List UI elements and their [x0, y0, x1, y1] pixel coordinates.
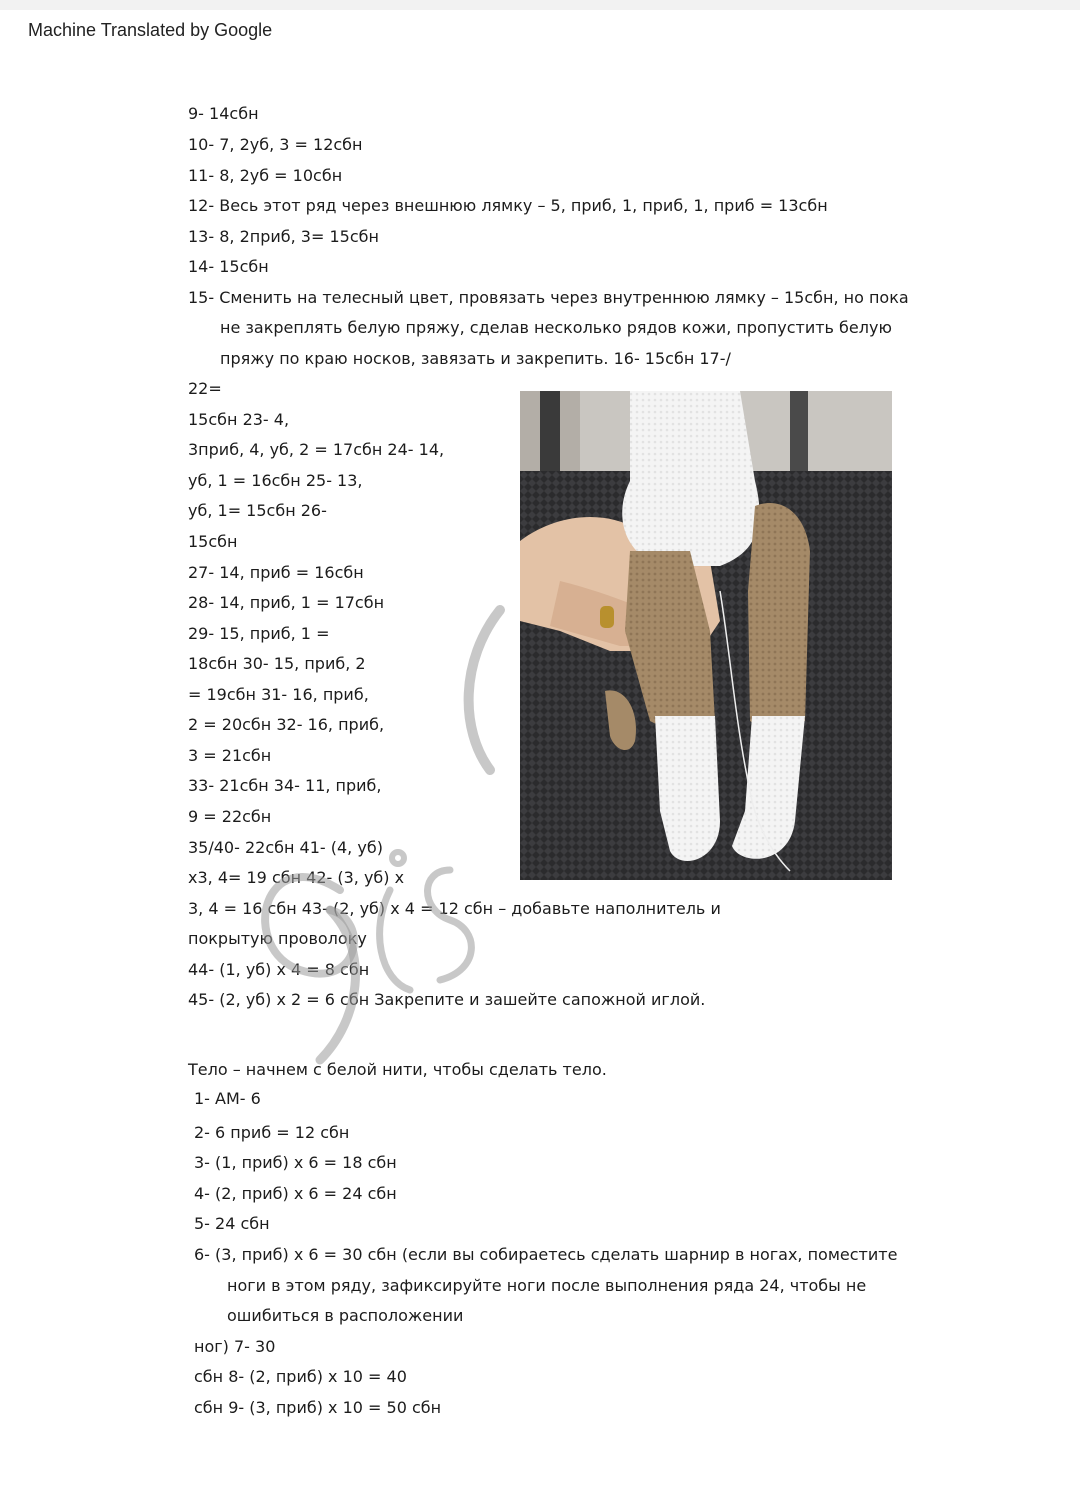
pattern-line: 1- AM- 6: [194, 1089, 261, 1108]
pattern-line: уб, 1 = 16сбн 25- 13,: [188, 471, 363, 490]
section-title: Тело – начнем с белой нити, чтобы сделать тело.: [188, 1060, 607, 1079]
pattern-line: 18сбн 30- 15, приб, 2: [188, 654, 366, 673]
pattern-line: ног) 7- 30: [194, 1337, 276, 1356]
doll-legs-photo-icon: [520, 391, 892, 880]
pattern-line: 35/40- 22сбн 41- (4, уб): [188, 838, 383, 857]
pattern-line: 15сбн 23- 4,: [188, 410, 290, 429]
pattern-line: 2- 6 приб = 12 сбн: [194, 1123, 350, 1142]
pattern-line: ошибиться в расположении: [227, 1306, 464, 1325]
pattern-line: 9- 14сбн: [188, 104, 259, 123]
pattern-line: x3, 4= 19 сбн 42- (3, уб) x: [188, 868, 405, 887]
pattern-line: ноги в этом ряду, зафиксируйте ноги после выполнения ряда 24, чтобы не: [227, 1276, 867, 1295]
crochet-doll-photo: [520, 391, 892, 880]
pattern-line: не закреплять белую пряжу, сделав несколько рядов кожи, пропустить белую: [220, 318, 892, 337]
pattern-line: 15сбн: [188, 532, 238, 551]
pattern-line: 5- 24 сбн: [194, 1214, 270, 1233]
pattern-line: сбн 9- (3, приб) x 10 = 50 сбн: [194, 1398, 442, 1417]
top-bar: [0, 0, 1080, 10]
pattern-line: 3 = 21сбн: [188, 746, 272, 765]
pattern-line: 4- (2, приб) x 6 = 24 сбн: [194, 1184, 397, 1203]
pattern-line: 14- 15сбн: [188, 257, 269, 276]
pattern-line: 9 = 22сбн: [188, 807, 272, 826]
pattern-line: 28- 14, приб, 1 = 17сбн: [188, 593, 385, 612]
pattern-line: 3- (1, приб) x 6 = 18 сбн: [194, 1153, 397, 1172]
pattern-line: 3приб, 4, уб, 2 = 17сбн 24- 14,: [188, 440, 445, 459]
pattern-line: уб, 1= 15сбн 26-: [188, 501, 327, 520]
pattern-line: 10- 7, 2уб, 3 = 12сбн: [188, 135, 363, 154]
pattern-line: 33- 21сбн 34- 11, приб,: [188, 776, 382, 795]
pattern-line: 13- 8, 2приб, 3= 15сбн: [188, 227, 379, 246]
pattern-line: сбн 8- (2, приб) x 10 = 40: [194, 1367, 407, 1386]
pattern-line: 12- Весь этот ряд через внешнюю лямку – 5, приб, 1, приб, 1, приб = 13сбн: [188, 196, 828, 215]
pattern-line: 22=: [188, 379, 222, 398]
pattern-line: 44- (1, уб) x 4 = 8 сбн: [188, 960, 370, 979]
pattern-line: 11- 8, 2уб = 10сбн: [188, 166, 343, 185]
pattern-line: 29- 15, приб, 1 =: [188, 624, 330, 643]
pattern-line: 3, 4 = 16 сбн 43- (2, уб) x 4 = 12 сбн – добавьте наполнитель и: [188, 899, 721, 918]
pattern-line: 2 = 20сбн 32- 16, приб,: [188, 715, 385, 734]
machine-translated-header: Machine Translated by Google: [28, 20, 273, 40]
pattern-line: = 19сбн 31- 16, приб,: [188, 685, 369, 704]
pattern-line: 45- (2, уб) x 2 = 6 сбн Закрепите и зашейте сапожной иглой.: [188, 990, 706, 1009]
pattern-line: покрытую проволоку: [188, 929, 367, 948]
pattern-line: 15- Сменить на телесный цвет, провязать через внутреннюю лямку – 15сбн, но пока: [188, 288, 909, 307]
pattern-line: 6- (3, приб) x 6 = 30 сбн (если вы собираетесь сделать шарнир в ногах, поместите: [194, 1245, 898, 1264]
pattern-line: пряжу по краю носков, завязать и закрепить. 16- 15сбн 17-/: [220, 349, 731, 368]
pattern-line: 27- 14, приб = 16сбн: [188, 563, 364, 582]
